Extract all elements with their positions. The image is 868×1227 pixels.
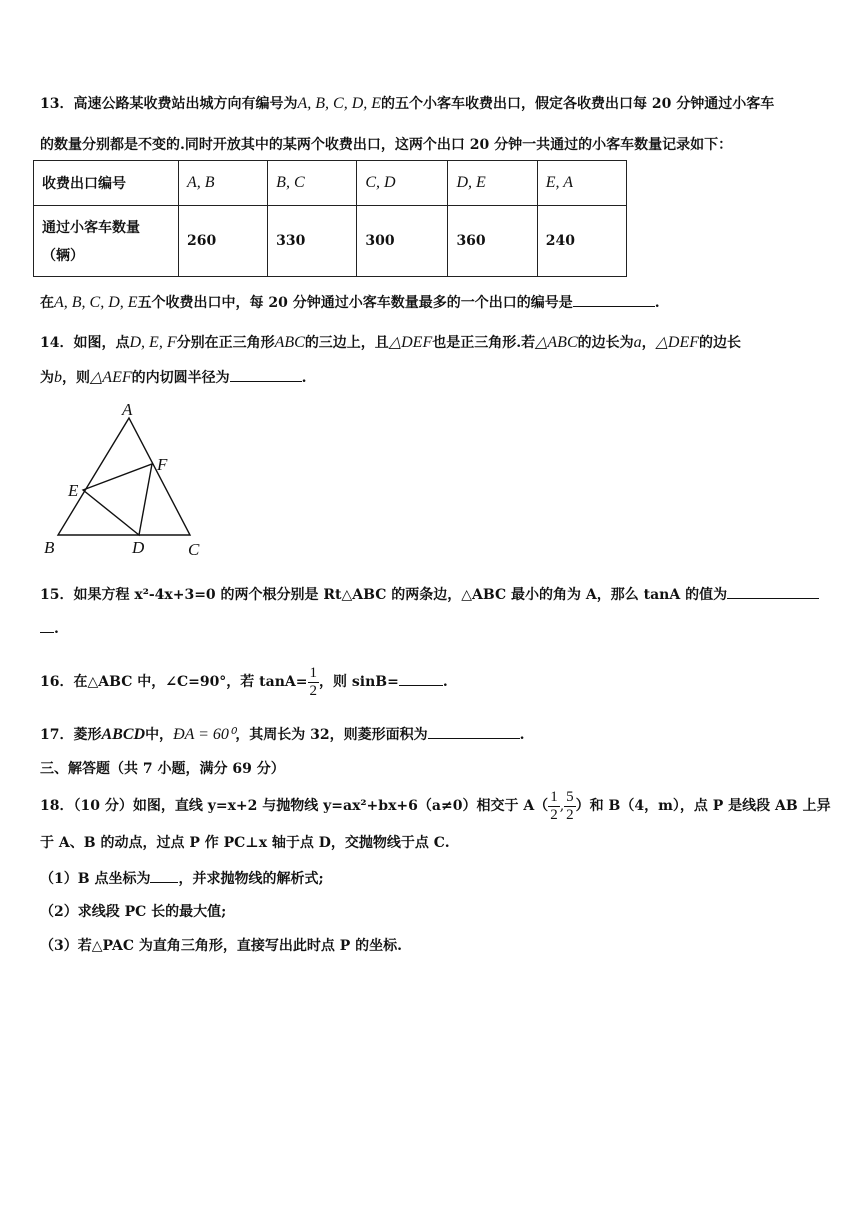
table-pair-cell: D, E <box>448 161 537 206</box>
q18-part3: （3）若△PAC 为直角三角形，直接写出此时点 P 的坐标. <box>40 938 403 954</box>
answer-blank <box>428 724 520 739</box>
answer-blank <box>727 584 819 599</box>
q15-line2: . <box>40 618 59 639</box>
q18-line1: 18．（10 分）如图，直线 y=x+2 与抛物线 y=ax²+bx+6（a≠0）相交于 A（ $\frac{1}{2}$ , $\frac{5}{2}$ ）和 B（4，m），点 P 是线段 AB 上异 <box>40 788 831 823</box>
label-a: A <box>122 400 133 419</box>
table-header-label: 收费出口编号 <box>34 161 179 206</box>
q18-line2: 于 A、B 的动点，过点 P 作 PC⊥x 轴于点 D，交抛物线于点 C. <box>40 835 450 851</box>
label-d: D <box>132 538 145 557</box>
table-pair-cell: C, D <box>357 161 448 206</box>
table-pair-cell: B, C <box>268 161 357 206</box>
label-f: F <box>157 455 168 474</box>
table-header-row <box>34 161 627 206</box>
answer-blank <box>150 868 178 883</box>
q18-part2: （2）求线段 PC 长的最大值; <box>40 904 227 920</box>
table-pair-cell: A, B <box>179 161 268 206</box>
answer-blank <box>230 367 302 382</box>
table-value-cell: 240 <box>537 206 626 277</box>
answer-blank <box>399 671 443 686</box>
q14-line1: 14．如图，点D, E, F分别在正三角形ABC的三边上，且△DEF也是正三角形.若△ABC的边长为a，△DEF的边长 <box>40 334 742 351</box>
q16-line: 16．在△ABC 中，∠C=90°，若 tanA= $\frac{1}{2}$ ，则 sinB= . <box>40 664 448 699</box>
table-value-cell: 360 <box>448 206 537 277</box>
fraction-a-y: $\frac{5}{2}$ <box>566 788 574 823</box>
fraction-one-half: $\frac{1}{2}$ <box>309 664 317 699</box>
triangle-def <box>83 464 152 535</box>
q14-triangle-figure <box>38 398 218 558</box>
table-value-cell: 330 <box>268 206 357 277</box>
q13-line2: 的数量分别都是不变的.同时开放其中的某两个收费出口，这两个出口 20 分钟一共通过的小客车数量记录如下： <box>40 137 733 153</box>
q14-line2: 为b，则△AEF的内切圆半径为 . <box>40 369 307 386</box>
table-value-cell: 260 <box>179 206 268 277</box>
table-value-row <box>34 206 627 277</box>
table-value-cell: 300 <box>357 206 448 277</box>
section-title: 三、解答题（共 7 小题，满分 69 分） <box>40 761 285 777</box>
label-e: E <box>68 481 79 500</box>
q13-table <box>33 160 627 277</box>
label-c: C <box>188 540 200 558</box>
triangle-abc <box>58 418 190 535</box>
q13-line3: 在A, B, C, D, E五个收费出口中，每 20 分钟通过小客车数量最多的一个出口的编号是 . <box>40 294 660 311</box>
q17-line: 17．菱形ABCD中，ÐA = 60⁰，其周长为 32，则菱形面积为 . <box>40 726 525 743</box>
answer-blank <box>40 618 54 633</box>
answer-blank <box>573 292 655 307</box>
q13-line1: 13．高速公路某收费站出城方向有编号为A, B, C, D, E的五个小客车收费出口，假定各收费出口每 20 分钟通过小客车 <box>40 95 775 112</box>
label-b: B <box>44 538 55 557</box>
q13-exit-letters: A, B, C, D, E <box>297 95 382 112</box>
table-pair-cell: E, A <box>537 161 626 206</box>
q15-line1: 15．如果方程 x²-4x+3=0 的两个根分别是 Rt△ABC 的两条边，△ABC 最小的角为 A，那么 tanA 的值为 <box>40 584 819 605</box>
angle-expression: ÐA = 60⁰ <box>173 726 236 743</box>
table-row-label: 通过小客车数量 （辆） <box>34 206 179 277</box>
q18-part1: （1）B 点坐标为 ，并求抛物线的解析式; <box>40 868 324 889</box>
fraction-a-x: $\frac{1}{2}$ <box>550 788 558 823</box>
